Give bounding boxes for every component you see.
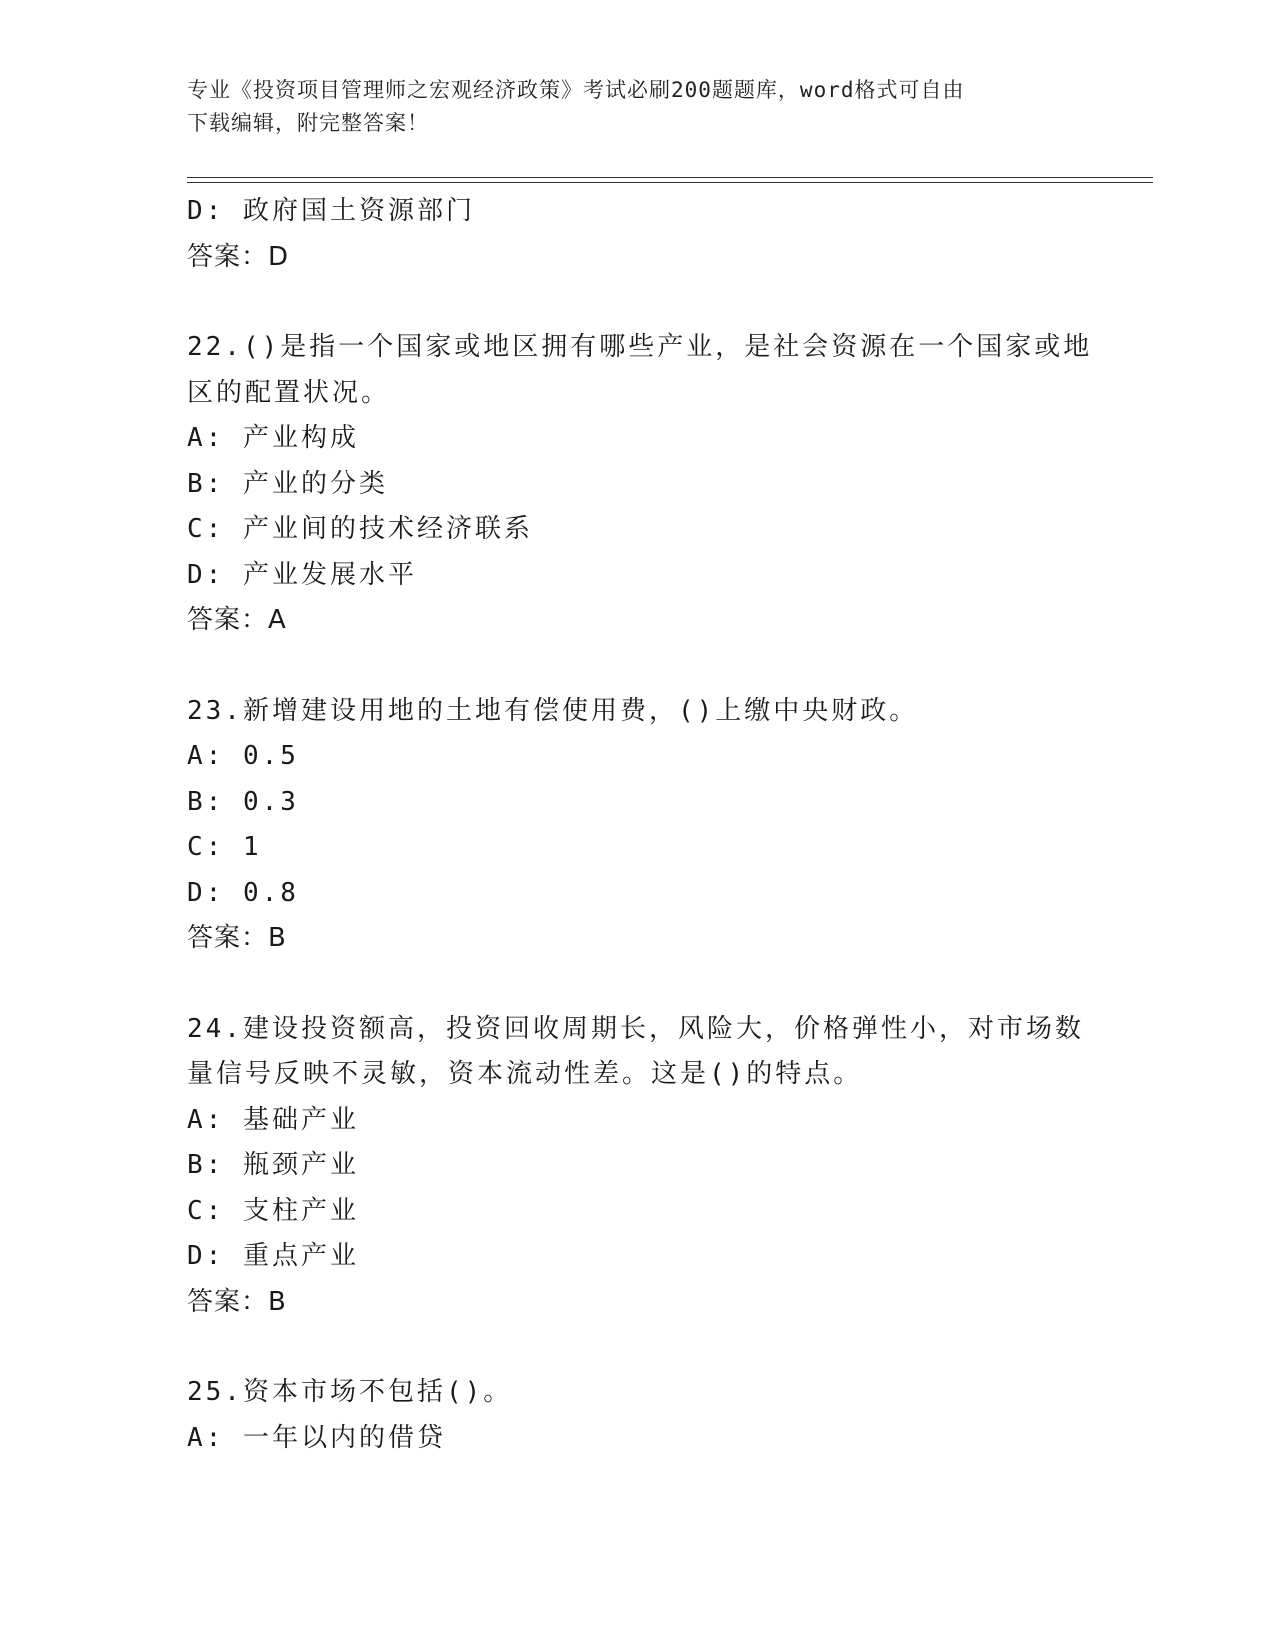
question-25 bbox=[187, 1370, 1087, 1461]
option-c: C: 1 bbox=[187, 832, 262, 862]
answer-line: 答案：B bbox=[187, 1286, 287, 1317]
question-22 bbox=[187, 325, 1093, 644]
option-b: B: 产业的分类 bbox=[187, 468, 388, 499]
question-stem-continued: 量信号反映不灵敏，资本流动性差。这是()的特点。 bbox=[187, 1059, 863, 1089]
question-stem: 24.建设投资额高，投资回收周期长，风险大，价格弹性小，对市场数 bbox=[187, 1013, 1084, 1044]
option-a: A: 一年以内的借贷 bbox=[187, 1422, 446, 1453]
question-list bbox=[187, 189, 1093, 1461]
header-line-2: 下载编辑，附完整答案！ bbox=[187, 111, 429, 135]
question-24 bbox=[187, 1007, 1087, 1326]
question-stem-continued: 区的配置状况。 bbox=[187, 377, 391, 408]
answer-line: 答案：A bbox=[187, 605, 287, 635]
option-d: D: 重点产业 bbox=[187, 1241, 359, 1271]
question-stem: 25.资本市场不包括()。 bbox=[187, 1377, 513, 1407]
option-c: C: 产业间的技术经济联系 bbox=[187, 514, 533, 544]
question-stem: 23.新增建设用地的土地有偿使用费，()上缴中央财政。 bbox=[187, 695, 919, 726]
option-a: A: 基础产业 bbox=[187, 1104, 359, 1135]
answer-line: 答案：D bbox=[187, 241, 290, 272]
header-line-1: 专业《投资项目管理师之宏观经济政策》考试必刷200题题库，word格式可自由 bbox=[187, 78, 965, 102]
option-a: A: 0.5 bbox=[187, 741, 299, 771]
document-header bbox=[187, 74, 1067, 140]
option-d: D: 政府国土资源部门 bbox=[187, 196, 475, 226]
question-stem: 22.()是指一个国家或地区拥有哪些产业，是社会资源在一个国家或地 bbox=[187, 332, 1093, 362]
option-c: C: 支柱产业 bbox=[187, 1195, 359, 1226]
option-b: B: 0.3 bbox=[187, 786, 299, 817]
option-d: D: 产业发展水平 bbox=[187, 559, 417, 590]
answer-line: 答案：B bbox=[187, 923, 287, 953]
header-divider-bottom bbox=[187, 182, 1153, 183]
option-d: D: 0.8 bbox=[187, 877, 299, 908]
option-a: A: 产业构成 bbox=[187, 423, 359, 453]
question-23 bbox=[187, 689, 1087, 962]
option-b: B: 瓶颈产业 bbox=[187, 1150, 359, 1180]
header-divider-top bbox=[187, 177, 1153, 178]
